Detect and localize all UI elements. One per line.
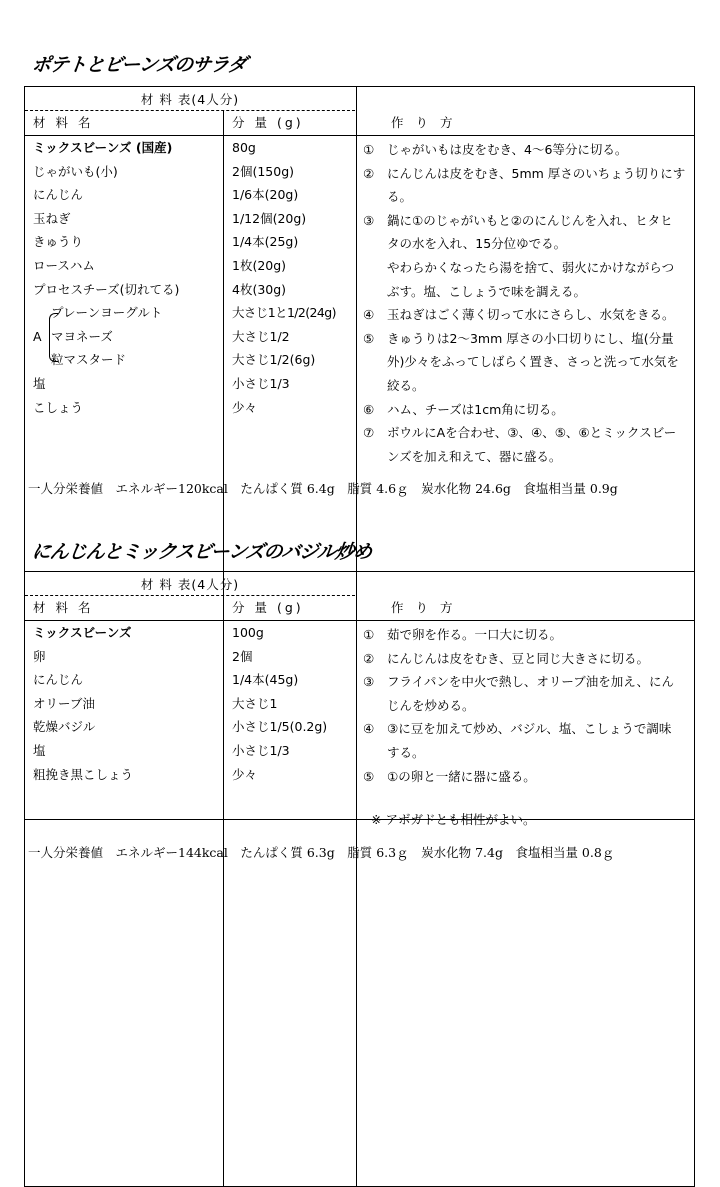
ingredient-row <box>25 207 356 231</box>
step-item <box>363 327 694 398</box>
step-item <box>363 421 694 468</box>
step-text <box>387 647 694 671</box>
recipe1-materials-header: 材 料 表(4人分) <box>25 87 355 111</box>
recipe1-col-qty: 分 量 (g) <box>232 115 304 130</box>
recipe1-col-steps: 作 り 方 <box>357 87 694 136</box>
step-number: ④ <box>363 307 375 323</box>
step-item <box>363 765 694 789</box>
recipe1-column-headers <box>25 111 356 136</box>
step-line: ③に豆を加えて炒め、バジル、塩、こしょうで調味 <box>387 721 672 737</box>
step-number: ④ <box>363 721 375 737</box>
ingredient-qty: 小さじ1/3 <box>232 375 290 391</box>
recipe2-table <box>24 571 695 1187</box>
step-text <box>387 717 694 764</box>
step-line: タの水を入れ、15分位ゆでる。 <box>387 236 567 252</box>
ingredient-qty: 1枚(20g) <box>232 257 287 273</box>
recipe2-col-steps: 作 り 方 <box>357 572 694 621</box>
step-number: ⑤ <box>363 768 375 784</box>
step-number: ② <box>363 650 375 666</box>
ingredient-qty: 2個 <box>232 648 253 664</box>
step-text <box>387 670 694 717</box>
ingredient-qty: 1/4本(25g) <box>232 234 299 250</box>
ingredient-name: ミックスビーンズ (国産) <box>25 136 224 160</box>
step-text <box>387 162 694 209</box>
ingredient-name: 乾燥バジル <box>25 715 224 739</box>
step-line: じゃがいもは皮をむき、4～6等分に切る。 <box>387 142 628 157</box>
ingredient-row <box>25 396 356 420</box>
ingredient-qty: 小さじ1/3 <box>232 742 290 758</box>
ingredient-row <box>25 160 356 184</box>
step-number: ③ <box>363 212 375 228</box>
ingredient-row <box>25 372 356 396</box>
ingredient-qty: 1/12個(20g) <box>232 210 307 226</box>
step-line: する。 <box>387 744 425 760</box>
step-line: にんじんは皮をむき、5mm 厚さのいちょう切りにす <box>387 165 686 181</box>
step-item <box>363 209 694 303</box>
ingredient-qty: 大さじ1/2(6g) <box>232 352 316 368</box>
step-text <box>387 303 694 327</box>
ingredient-name: 粗挽き黒こしょう <box>25 763 224 787</box>
ingredient-name: こしょう <box>25 396 224 420</box>
ingredient-name: じゃがいも(小) <box>25 160 224 184</box>
ingredient-row <box>25 325 356 349</box>
step-line: にんじんは皮をむき、豆と同じ大きさに切る。 <box>387 650 650 666</box>
ingredient-name: にんじん <box>25 668 224 692</box>
recipe1-nutrition: 一人分栄養値 エネルギー120kcal たんぱく質 6.4g 脂質 4.6ｇ 炭水化物 24.6g 食塩相当量 0.9g <box>28 481 618 496</box>
step-item <box>363 398 694 422</box>
ingredient-qty: 1/4本(45g) <box>232 672 299 688</box>
step-number: ② <box>363 165 375 181</box>
ingredient-name: オリーブ油 <box>25 692 224 716</box>
step-text <box>387 327 694 398</box>
ingredient-row <box>25 645 356 669</box>
step-line: ①の卵と一緒に器に盛る。 <box>387 768 536 784</box>
recipe2-materials-cell <box>25 572 357 1187</box>
ingredient-name: 玉ねぎ <box>25 207 224 231</box>
step-line: ンズを加え和えて、器に盛る。 <box>387 448 562 464</box>
recipe1-step-list <box>357 136 694 468</box>
ingredient-qty: 100g <box>232 625 264 640</box>
step-text <box>387 209 694 303</box>
step-item <box>363 138 694 162</box>
ingredient-name: マヨネーズ <box>25 325 224 349</box>
step-line: ボウルにAを合わせ、③、④、⑤、⑥とミックスビー <box>387 425 677 441</box>
step-text <box>387 765 694 789</box>
ingredient-row <box>25 715 356 739</box>
ingredient-qty: 小さじ1/5(0.2g) <box>232 719 328 735</box>
step-number: ③ <box>363 674 375 690</box>
ingredient-qty: 少々 <box>232 399 258 415</box>
recipe1-col-name: 材 料 名 <box>25 111 224 135</box>
step-number: ⑥ <box>363 401 375 417</box>
step-line: 鍋に①のじゃがいもと②のにんじんを入れ、ヒタヒ <box>387 212 673 228</box>
recipe2-col-name: 材 料 名 <box>25 596 224 620</box>
recipe2-column-headers <box>25 596 356 621</box>
recipe1-title: ポテトとビーンズのサラダ <box>30 54 248 76</box>
ingredient-name: 卵 <box>25 645 224 669</box>
ingredient-row <box>25 301 356 325</box>
step-item <box>363 623 694 647</box>
recipe2-col-qty: 分 量 (g) <box>232 600 304 615</box>
ingredient-qty: 少々 <box>232 766 258 782</box>
ingredient-name: にんじん <box>25 183 224 207</box>
ingredient-qty: 80g <box>232 140 256 155</box>
step-line: る。 <box>387 189 413 205</box>
step-item <box>363 647 694 671</box>
ingredient-qty: 大さじ1 <box>232 695 278 711</box>
ingredient-row <box>25 763 356 787</box>
ingredient-name: ロースハム <box>25 254 224 278</box>
step-text <box>387 623 694 647</box>
recipe2-materials-header: 材 料 表(4人分) <box>25 572 355 596</box>
recipe2-ingredient-list <box>25 621 356 1186</box>
ingredient-row <box>25 739 356 763</box>
ingredient-qty: 1/6本(20g) <box>232 187 299 203</box>
ingredient-name: 塩 <box>25 739 224 763</box>
recipe2-note: ※ アボガドとも相性がよい。 <box>371 812 536 828</box>
step-line: 茹で卵を作る。一口大に切る。 <box>387 627 563 642</box>
group-bracket <box>49 313 58 362</box>
ingredient-row <box>25 136 356 160</box>
ingredient-row <box>25 621 356 645</box>
ingredient-qty: 大さじ1/2 <box>232 328 290 344</box>
step-number: ① <box>363 627 375 642</box>
step-number: ⑦ <box>363 425 375 441</box>
step-line: 玉ねぎはごく薄く切って水にさらし、水気をきる。 <box>387 307 675 323</box>
ingredient-row <box>25 668 356 692</box>
step-line: やわらかくなったら湯を捨て、弱火にかけながらつ <box>387 259 675 275</box>
step-item <box>363 162 694 209</box>
step-line: ハム、チーズは1cm角に切る。 <box>387 401 564 417</box>
ingredient-name: プレーンヨーグルト <box>25 301 224 325</box>
step-line: 絞る。 <box>387 377 425 393</box>
ingredient-name: 塩 <box>25 372 224 396</box>
ingredient-name: プロセスチーズ(切れてる) <box>25 278 224 302</box>
step-line: きゅうりは2～3mm 厚さの小口切りにし、塩(分量 <box>387 330 674 346</box>
step-item <box>363 303 694 327</box>
ingredient-row <box>25 692 356 716</box>
ingredient-name: ミックスビーンズ <box>25 621 224 645</box>
recipe2-step-list <box>357 621 694 788</box>
step-number: ① <box>363 142 375 157</box>
ingredient-qty: 大さじ1と1/2(24g) <box>232 305 336 321</box>
recipe2-nutrition: 一人分栄養値 エネルギー144kcal たんぱく質 6.3g 脂質 6.3ｇ 炭水化物 7.4g 食塩相当量 0.8ｇ <box>28 845 615 860</box>
step-text <box>387 421 694 468</box>
group-label: A <box>33 328 42 344</box>
ingredient-name: きゅうり <box>25 230 224 254</box>
step-number: ⑤ <box>363 330 375 346</box>
recipe2-title: にんじんとミックスビーンズのバジル炒め <box>30 541 373 563</box>
ingredient-row <box>25 254 356 278</box>
ingredient-row <box>25 230 356 254</box>
step-line: フライパンを中火で熱し、オリーブ油を加え、にん <box>387 674 675 690</box>
ingredient-row <box>25 278 356 302</box>
ingredient-row <box>25 183 356 207</box>
step-text <box>387 398 694 422</box>
ingredient-name: 粒マスタード <box>25 348 224 372</box>
step-text <box>387 138 694 162</box>
step-item <box>363 717 694 764</box>
step-item <box>363 670 694 717</box>
ingredient-qty: 4枚(30g) <box>232 281 287 297</box>
ingredient-qty: 2個(150g) <box>232 163 294 179</box>
step-line: 外)少々をふってしばらく置き、さっと洗って水気を <box>387 354 679 370</box>
recipe2-steps-cell <box>357 572 695 1187</box>
step-line: じんを炒める。 <box>387 697 475 713</box>
step-line: ぶす。塩、こしょうで味を調える。 <box>387 283 587 299</box>
ingredient-row <box>25 348 356 372</box>
